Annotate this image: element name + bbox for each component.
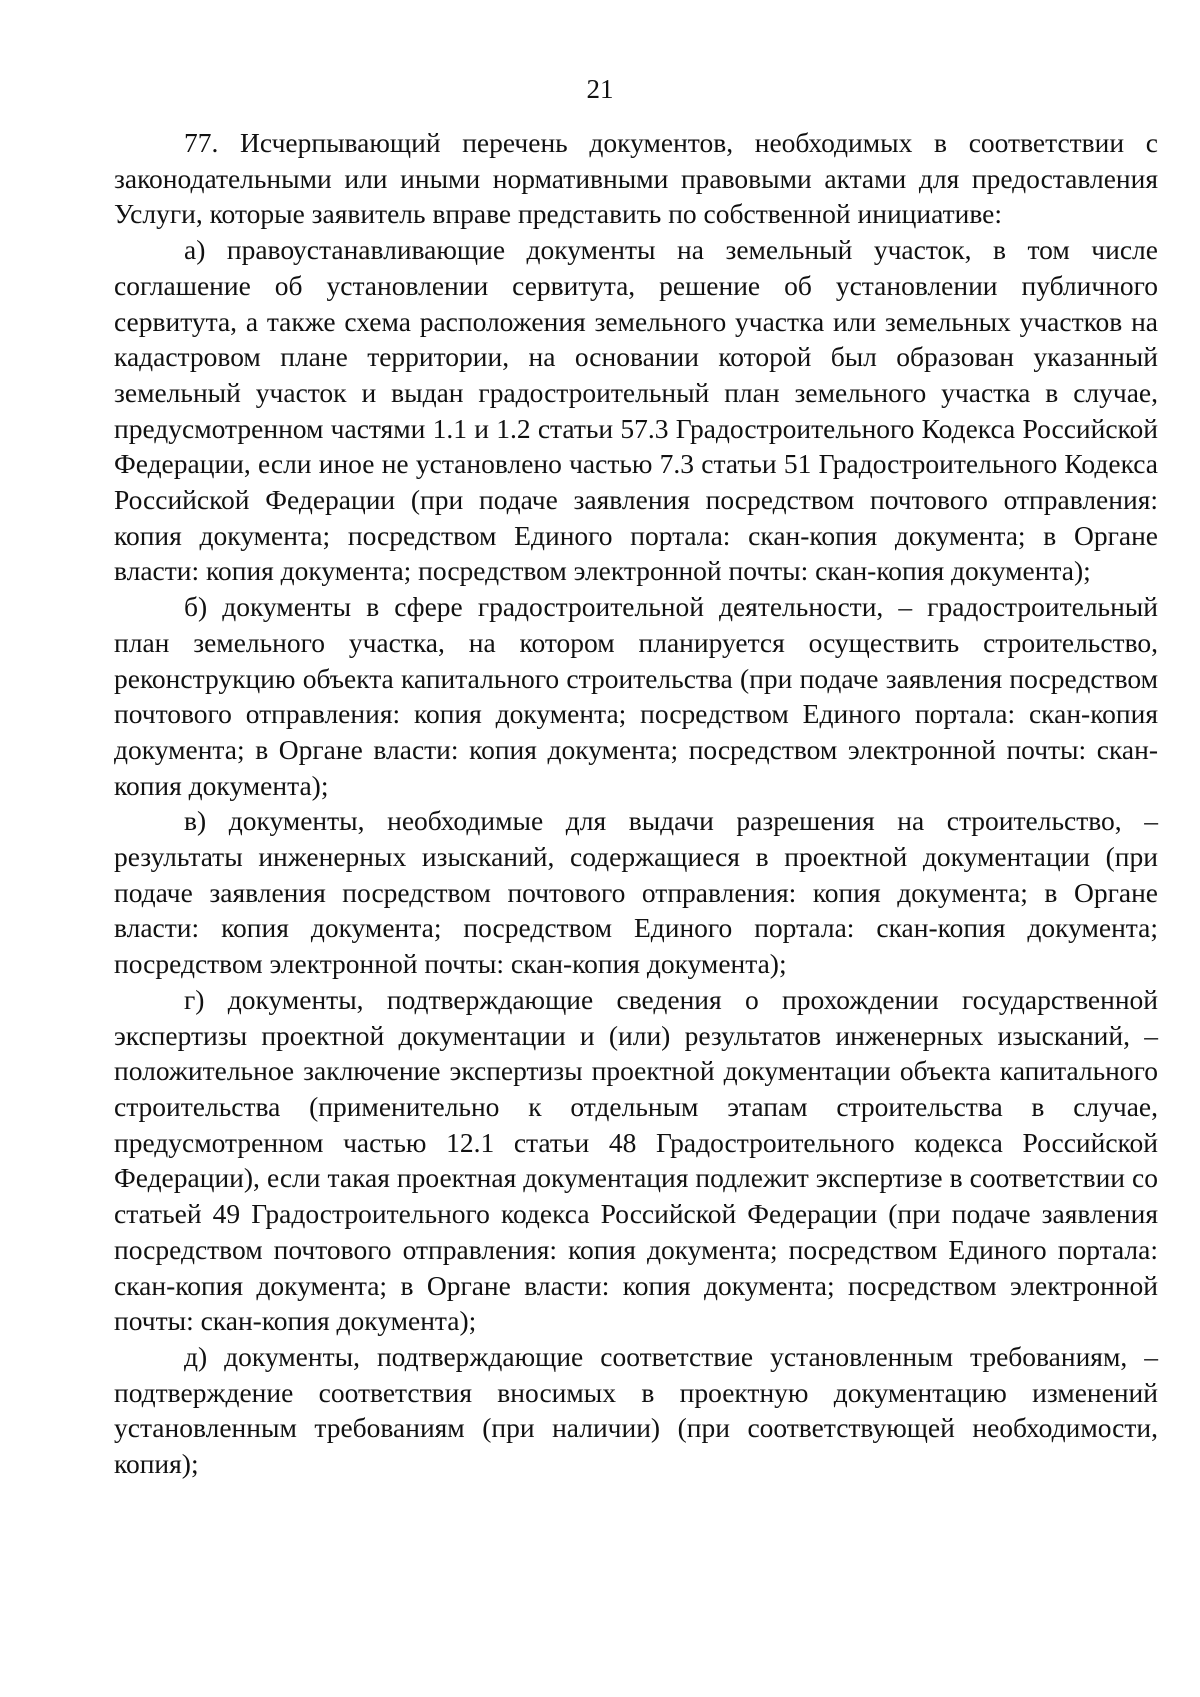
paragraph-item-d: д) документы, подтверждающие соответствие установленным требованиям, – подтверждение соответствия вносимых в проектную документацию изменений установленным требованиям (при наличии) (при соответствующей необходимости, копия); bbox=[114, 1340, 1158, 1480]
page-number: 21 bbox=[586, 74, 614, 104]
document-body bbox=[114, 125, 1158, 1482]
paragraph-item-g: г) документы, подтверждающие сведения о прохождении государственной экспертизы проектной документации и (или) результатов инженерных изысканий, – положительное заключение экспертизы проектной документации объекта капитального строительства (применительно к отдельным этапам строительства в случае, предусмотренном частью 12.1 статьи 48 Градостроительного кодекса Российской Федерации), если такая проектная документация подлежит экспертизе в соответствии со статьей 49 Градостроительного кодекса Российской Федерации (при подаче заявления посредством почтового отправления: копия документа; посредством Единого портала: скан-копия документа; в Органе власти: копия документа; посредством электронной почты: скан-копия документа); bbox=[114, 983, 1158, 1337]
paragraph-item-b: б) документы в сфере градостроительной деятельности, – градостроительный план земельного участка, на котором планируется осуществить строительство, реконструкцию объекта капитального строительства (при подаче заявления посредством почтового отправления: копия документа; посредством Единого портала: скан-копия документа; в Органе власти: копия документа; посредством электронной почты: скан-копия документа); bbox=[114, 591, 1158, 801]
paragraph-item-v: в) документы, необходимые для выдачи разрешения на строительство, – результаты инженерных изысканий, содержащиеся в проектной документации (при подаче заявления посредством почтового отправления: копия документа; в Органе власти: копия документа; посредством Единого портала: скан-копия документа; посредством электронной почты: скан-копия документа); bbox=[114, 805, 1158, 980]
paragraph-77-intro: 77. Исчерпывающий перечень документов, необходимых в соответствии с законодательными или иными нормативными правовыми актами для предоставления Услуги, которые заявитель вправе представить по собственной инициативе: bbox=[114, 127, 1158, 230]
paragraph-item-a: а) правоустанавливающие документы на земельный участок, в том числе соглашение об установлении сервитута, решение об установлении публичного сервитута, а также схема расположения земельного участка или земельных участков на кадастровом плане территории, на основании которой был образован указанный земельный участок и выдан градостроительный план земельного участка в случае, предусмотренном частями 1.1 и 1.2 статьи 57.3 Градостроительного Кодекса Российской Федерации, если иное не установлено частью 7.3 статьи 51 Градостроительного Кодекса Российской Федерации (при подаче заявления посредством почтового отправления: копия документа; посредством Единого портала: скан-копия документа; в Органе власти: копия документа; посредством электронной почты: скан-копия документа); bbox=[114, 234, 1158, 587]
